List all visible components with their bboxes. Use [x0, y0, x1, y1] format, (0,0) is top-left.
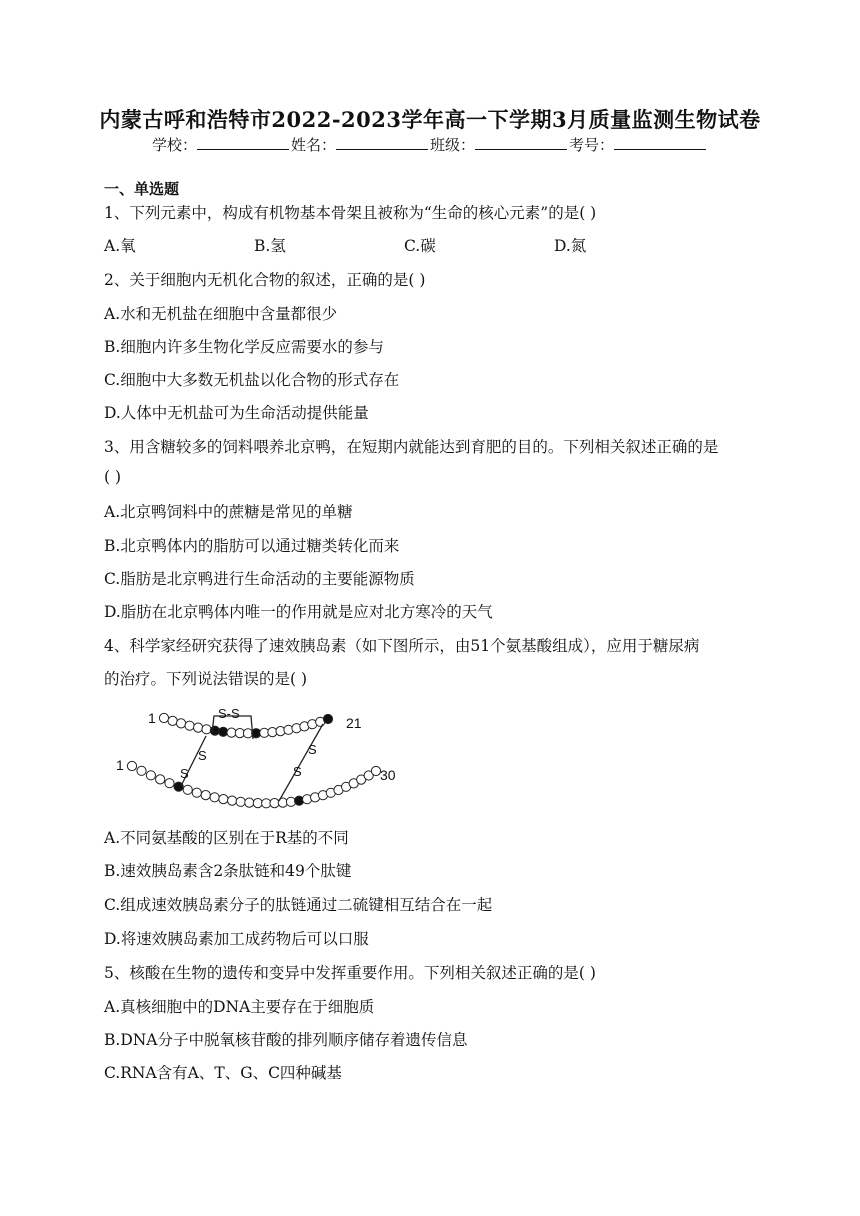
chain-a-residue [202, 725, 211, 734]
question-4-option-a: A.不同氨基酸的区别在于R基的不同 [104, 829, 349, 847]
class-label: 班级： [430, 136, 476, 154]
insulin-structure-diagram [110, 698, 400, 816]
question-1-option-d: D.氮 [554, 237, 587, 255]
disulfide-bonds [180, 706, 323, 801]
chain-b-end-label: 30 [380, 767, 396, 783]
school-blank[interactable] [197, 135, 289, 150]
inter-chain-bond-2-s-lower: S [293, 764, 302, 779]
chain-a-residue [227, 728, 236, 737]
chain-b-residue [137, 766, 146, 775]
chain-b-residue [183, 785, 192, 794]
chain-b-residue [192, 788, 201, 797]
question-2-option-a: A.水和无机盐在细胞中含量都很少 [104, 305, 338, 323]
question-2-stem: 2、关于细胞内无机化合物的叙述，正确的是( ) [104, 271, 426, 289]
chain-a-residue [177, 719, 186, 728]
chain-b-residue [270, 799, 279, 808]
chain-a-end-label: 21 [346, 715, 362, 731]
question-1-option-b: B.氢 [254, 237, 286, 255]
exam-title: 内蒙古呼和浩特市2022-2023学年高一下学期3月质量监测生物试卷 [99, 107, 761, 132]
question-2-option-c: C.细胞中大多数无机盐以化合物的形式存在 [104, 371, 400, 389]
question-3-stem: 3、用含糖较多的饲料喂养北京鸭，在短期内就能达到育肥的目的。下列相关叙述正确的是 [104, 438, 719, 456]
chain-b-residue [210, 793, 219, 802]
question-4-option-b: B.速效胰岛素含2条肽链和49个肽键 [104, 862, 352, 880]
question-4-option-d: D.将速效胰岛素加工成药物后可以口服 [104, 930, 369, 948]
question-3-option-c: C.脂肪是北京鸭进行生命活动的主要能源物质 [104, 570, 415, 588]
question-5-stem: 5、核酸在生物的遗传和变异中发挥重要作用。下列相关叙述正确的是( ) [104, 964, 596, 982]
exam-number-blank[interactable] [614, 135, 706, 150]
question-4-stem: 4、科学家经研究获得了速效胰岛素（如下图所示，由51个氨基酸组成），应用于糖尿病 [104, 637, 700, 655]
chain-b-residue [165, 779, 174, 788]
name-blank[interactable] [336, 135, 428, 150]
chain-a-residue [219, 727, 228, 736]
question-4-option-c: C.组成速效胰岛素分子的肽链通过二硫键相互结合在一起 [104, 896, 493, 914]
question-2-option-d: D.人体中无机盐可为生命活动提供能量 [104, 404, 369, 422]
chain-a-residue [194, 723, 203, 732]
school-label: 学校： [151, 136, 197, 154]
question-1-stem: 1、下列元素中，构成有机物基本骨架且被称为“生命的核心元素”的是( ) [104, 204, 597, 222]
chain-a-residue [185, 721, 194, 730]
chain-a-residue [168, 716, 177, 725]
chain-a-residue [159, 713, 168, 722]
question-4-stem-continued: 的治疗。下列说法错误的是( ) [104, 670, 308, 688]
inter-chain-bond-2-s-upper: S [308, 742, 317, 757]
chain-b-residue [201, 791, 210, 800]
chain-b-residue [228, 796, 237, 805]
question-3-option-d: D.脂肪在北京鸭体内唯一的作用就是应对北方寒冷的天气 [104, 603, 493, 621]
chain-b-residue [146, 771, 155, 780]
question-3-option-b: B.北京鸭体内的脂肪可以通过糖类转化而来 [104, 537, 400, 555]
chain-b-residue [127, 761, 136, 770]
chain-a-residue [323, 714, 332, 723]
chain-b-residue [236, 797, 245, 806]
question-5-option-c: C.RNA含有A、T、G、C四种碱基 [104, 1064, 342, 1082]
question-2-option-b: B.细胞内许多生物化学反应需要水的参与 [104, 338, 384, 356]
inter-chain-bond-1-s-lower: S [180, 766, 189, 781]
student-info-line [0, 134, 860, 155]
question-3-option-a: A.北京鸭饲料中的蔗糖是常见的单糖 [104, 503, 353, 521]
inter-chain-bond-2-line [279, 724, 323, 801]
name-label: 姓名： [290, 136, 336, 154]
peptide-chain-a [159, 713, 332, 738]
section-heading: 一、单选题 [104, 180, 180, 198]
question-1-option-a: A.氧 [104, 237, 136, 255]
chain-b-residue [219, 795, 228, 804]
chain-b-residue [253, 799, 262, 808]
peptide-chain-b [127, 761, 380, 808]
question-3-stem-continued: ( ) [104, 468, 122, 486]
question-5-option-b: B.DNA分子中脱氧核苷酸的排列顺序储存着遗传信息 [104, 1031, 468, 1049]
exam-number-label: 考号： [569, 136, 615, 154]
class-blank[interactable] [475, 135, 567, 150]
chain-a-start-label: 1 [148, 710, 156, 726]
chain-b-residue [245, 798, 254, 807]
question-5-option-a: A.真核细胞中的DNA主要存在于细胞质 [104, 998, 375, 1016]
inter-chain-bond-1-s-upper: S [198, 748, 207, 763]
intra-chain-bond-label: S-S [218, 706, 240, 721]
chain-b-residue [156, 775, 165, 784]
chain-b-start-label: 1 [116, 757, 124, 773]
question-1-option-c: C.碳 [404, 237, 436, 255]
